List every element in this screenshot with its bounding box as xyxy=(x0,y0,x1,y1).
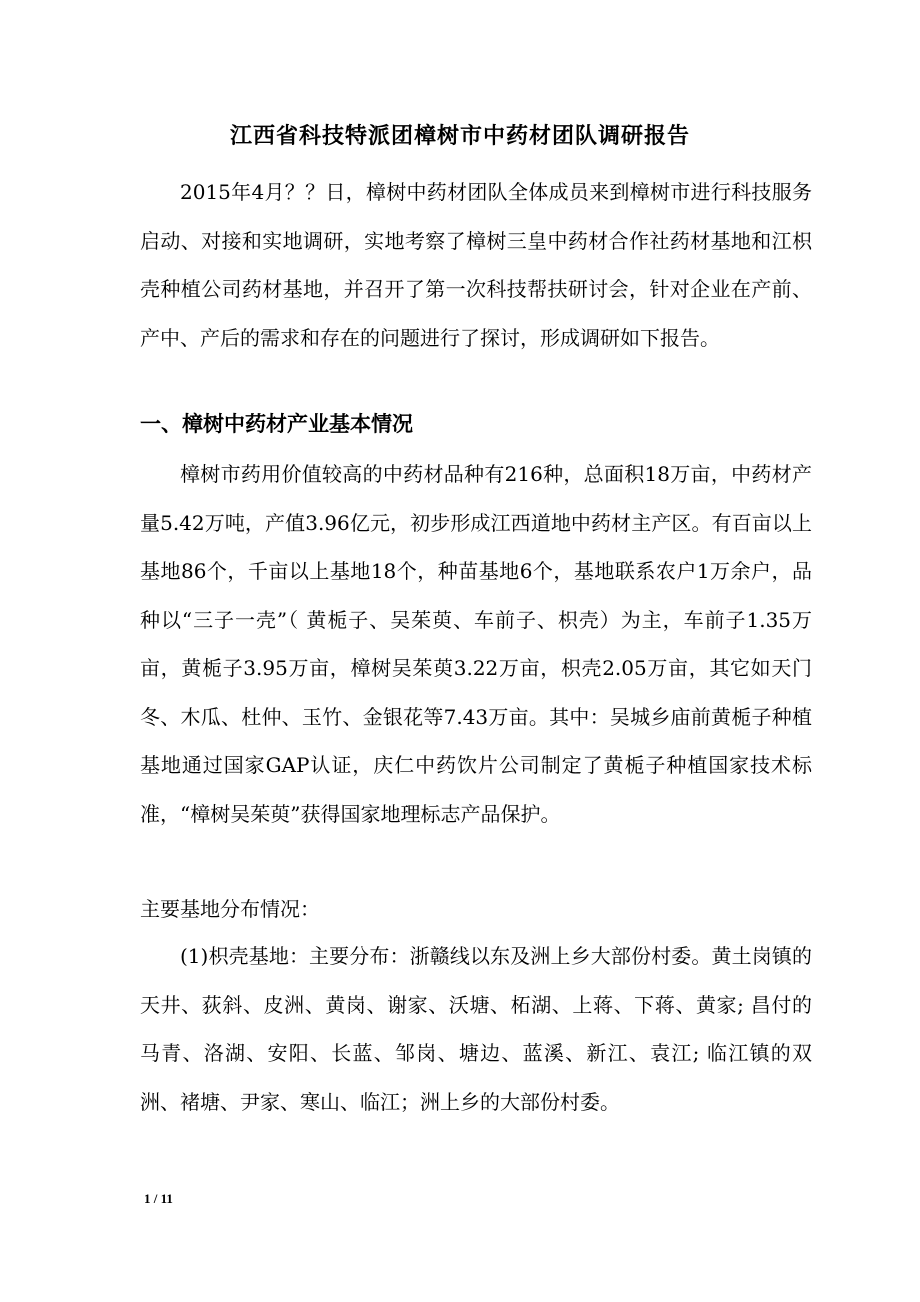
intro-paragraph: 2015年4月？？日，樟树中药材团队全体成员来到樟树市进行科技服务启动、对接和实地调研，实地考察了樟树三皇中药材合作社药材基地和江枳壳种植公司药材基地，并召开了第一次科技帮扶研讨会，针对企业在产前、产中、产后的需求和存在的问题进行了探讨，形成调研如下报告。 xyxy=(140,180,812,350)
section-heading: 一、樟树中药材产业基本情况 xyxy=(140,411,413,436)
base-paragraph: (1)枳壳基地：主要分布：浙赣线以东及洲上乡大部份村委。黄土岗镇的天井、荻斜、皮洲、黄岗、谢家、沃塘、柘湖、上蒋、下蒋、黄家; 昌付的马青、洛湖、安阳、长蓝、邹岗、塘边、蓝溪、新江、袁江; 临江镇的双洲、褚塘、尹家、寒山、临江；洲上乡的大部份村委。 xyxy=(140,944,812,1114)
distribution-label: 主要基地分布情况： xyxy=(140,897,320,921)
section-paragraph: 樟树市药用价值较高的中药材品种有216种，总面积18万亩，中药材产量5.42万吨，产值3.96亿元，初步形成江西道地中药材主产区。有百亩以上基地86个，千亩以上基地18个，种苗基地6个，基地联系农户1万余户，品种以“三子一壳”（ 黄栀子、吴茱萸、车前子、枳壳）为主，车前子1.35万亩，黄栀子3.95万亩，樟树吴茱萸3.22万亩，枳壳2.05万亩，其它如天门冬、木瓜、杜仲、玉竹、金银花等7.43万亩。其中：吴城乡庙前黄栀子种植基地通过国家GAP认证，庆仁中药饮片公司制定了黄栀子种植国家技术标准，“樟树吴茱萸”获得国家地理标志产品保护。 xyxy=(140,462,812,826)
page-title: 江西省科技特派团樟树市中药材团队调研报告 xyxy=(229,123,690,149)
page-number: 1 / 11 xyxy=(144,1191,173,1206)
